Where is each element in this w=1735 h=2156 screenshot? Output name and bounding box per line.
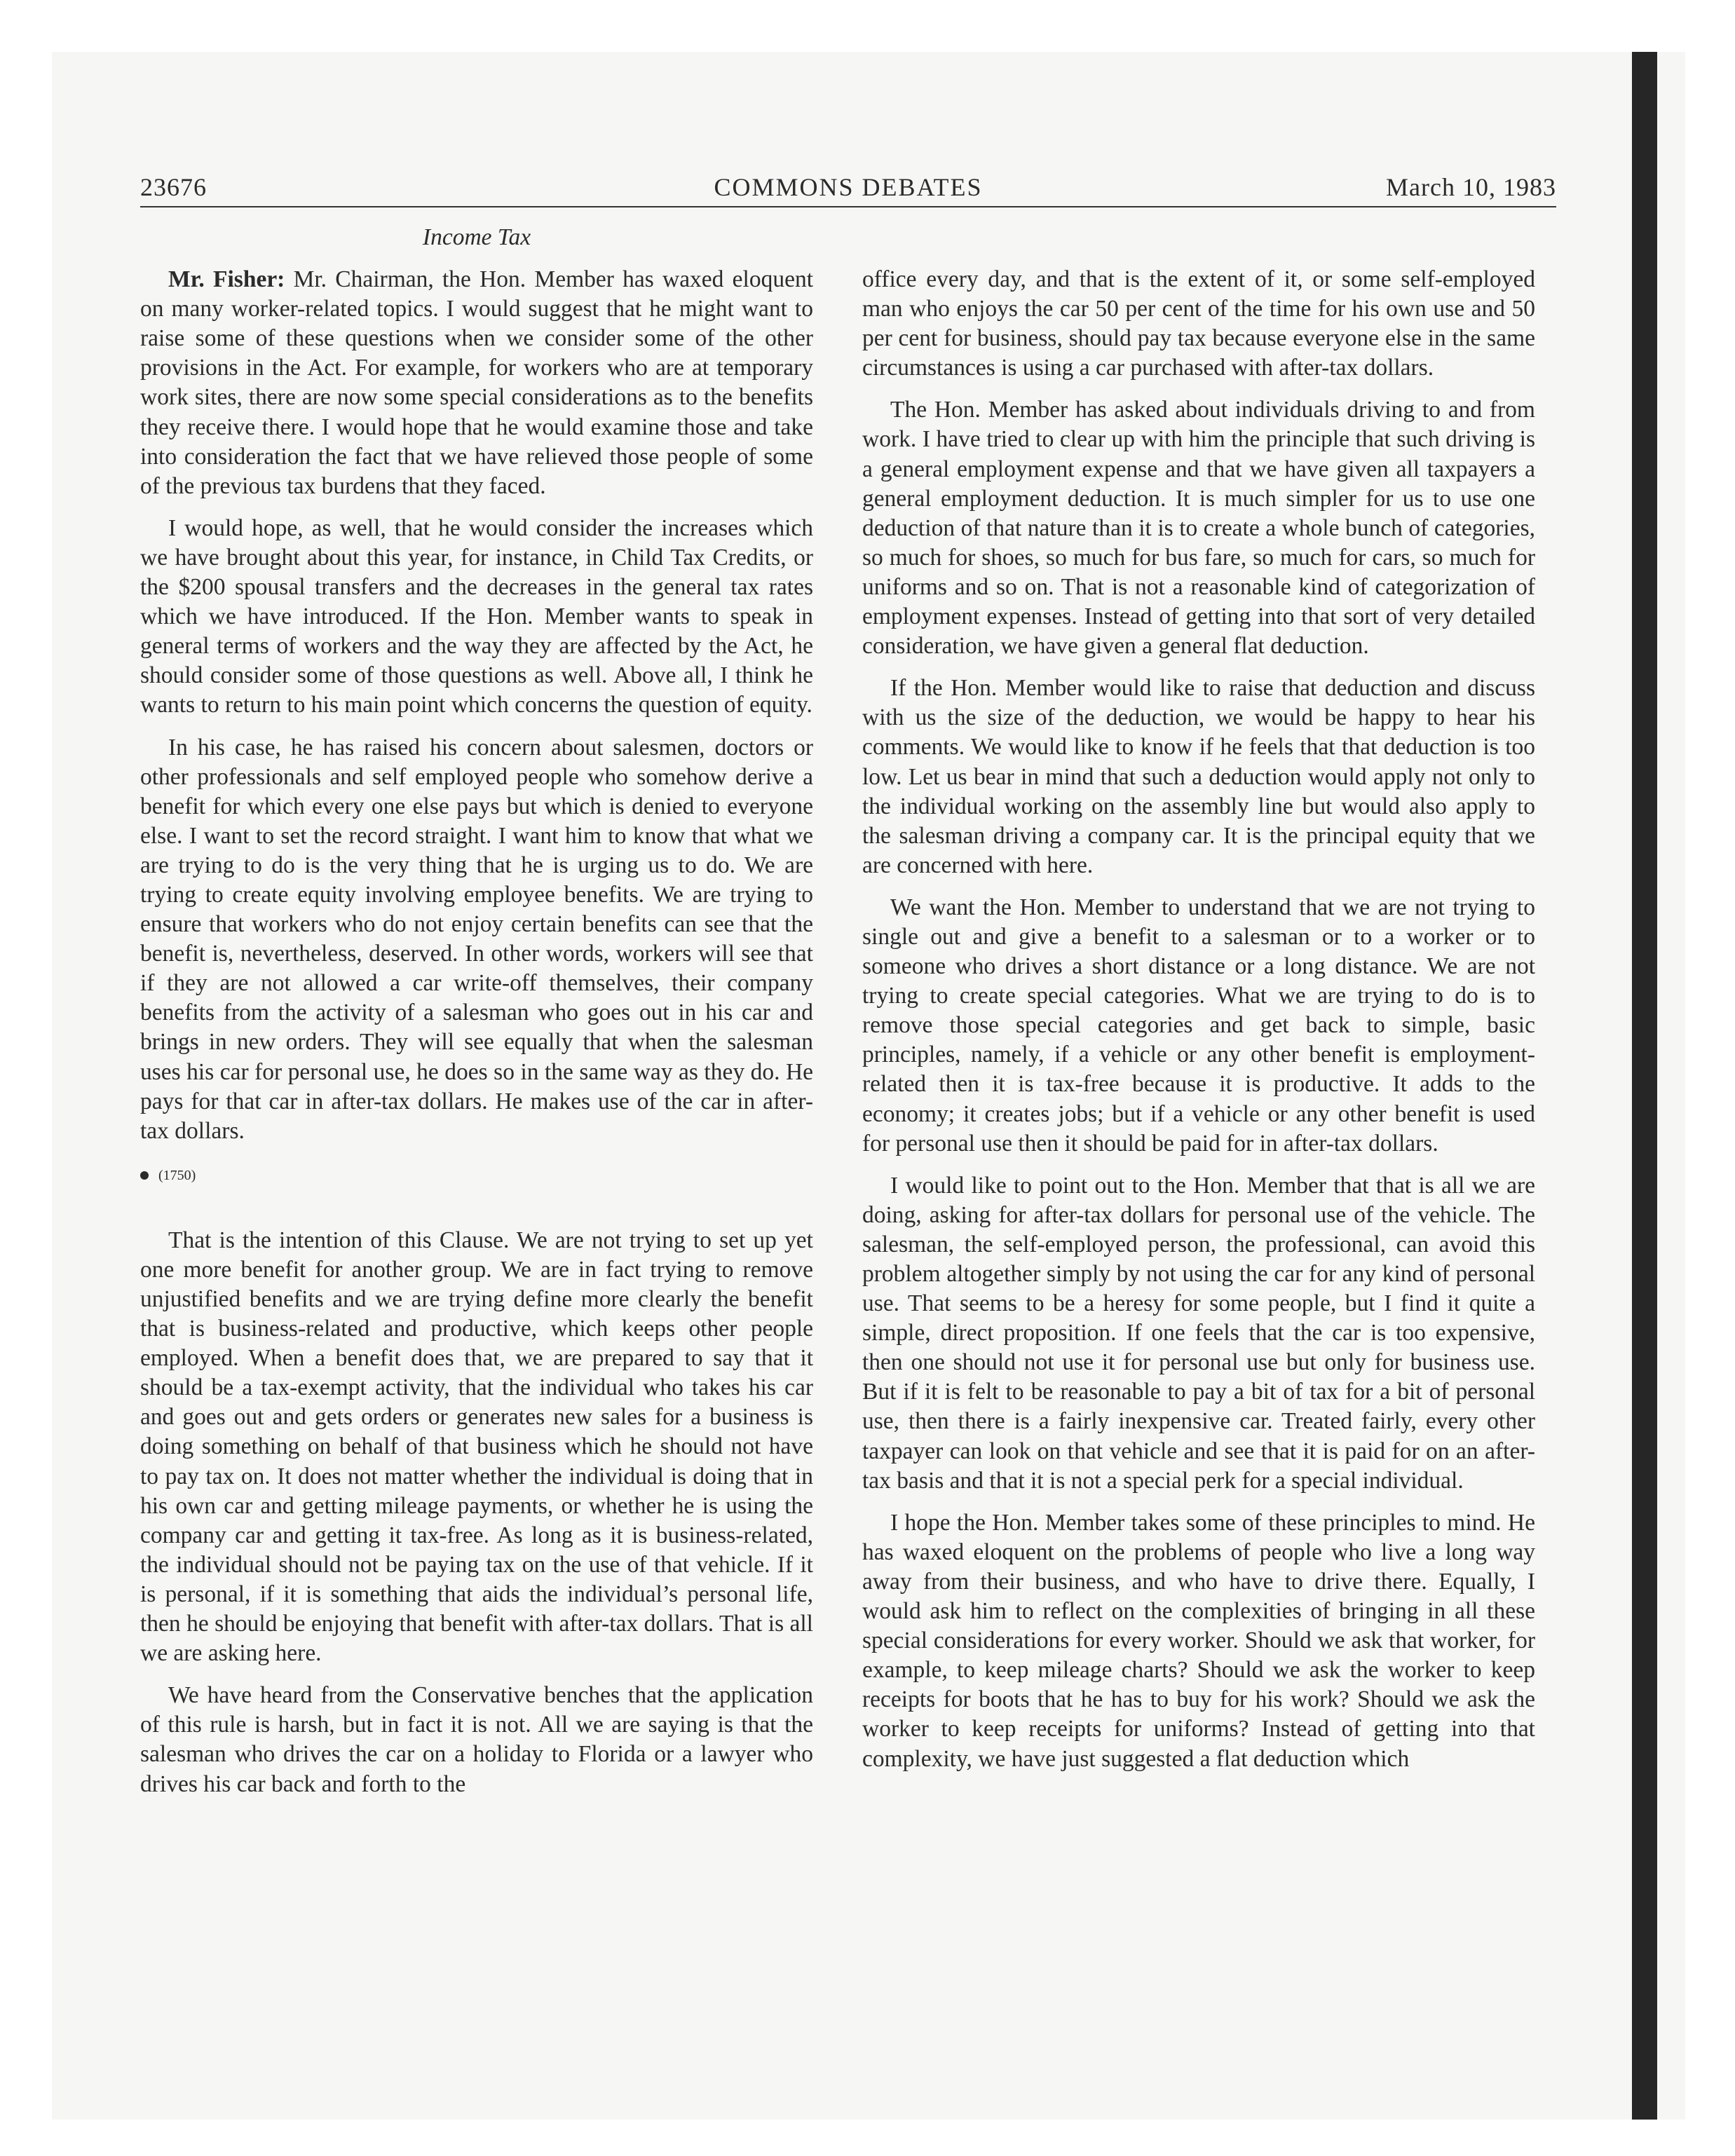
timestamp-marker: [140, 1167, 813, 1184]
paragraph-text: Mr. Chairman, the Hon. Member has waxed eloquent on many worker-related topics. I would suggest that he might want to raise some of these questions when we consider some of the other provisions in the Act. For example, for workers who are at temporary work sites, there are now some special considerations as to the benefits they receive there. I would hope that he would examine those and take into consideration the fact that we have relieved those people of some of the previous tax burdens that they faced.: [140, 266, 814, 499]
scan-edge-bar: [1632, 52, 1657, 2120]
page-date: March 10, 1983: [1386, 173, 1556, 201]
paragraph: office every day, and that is the extent of it, or some self-employed man who enjoys the car 50 per cent of the time for his own use and 50 per cent for business, should pay tax because everyone else in the same circumstances is using a car purchased with after-tax dollars.: [862, 266, 1535, 381]
page-header: [140, 168, 1556, 210]
paragraph: I hope the Hon. Member takes some of these principles to mind. He has waxed eloquent on the problems of people who live a long way away from their business, and who have to drive there. Equally, I would ask him to reflect on the complexities of bringing in all these special considerations for every worker. Should we ask that worker, for example, to keep mileage charts? Should we ask the worker to keep receipts for boots that he has to buy for his work? Should we ask the worker to keep receipts for uniforms? Instead of getting into that complexity, we have just suggested a flat deduction which: [862, 1509, 1535, 1772]
paragraph: In his case, he has raised his concern about salesmen, doctors or other professionals and self employed people who somehow derive a benefit for which every one else pays but which is denied to everyone else. I want to set the record straight. I want him to know that what we are trying to do is the very thing that he is urging us to do. We are trying to create equity involving employee benefits. We are trying to ensure that workers who do not enjoy certain benefits can see that the benefit is, nevertheless, deserved. In other words, workers will see that if they are not allowed a car write-off themselves, their company benefits from the activity of a salesman who goes out in his car and brings in new orders. They will see equally that when the salesman uses his car for personal use, he does so in the same way as they do. He pays for that car in after-tax dollars. He makes use of the car in after-tax dollars.: [140, 734, 813, 1144]
left-column: [140, 223, 813, 1812]
bullet-icon: [140, 1171, 149, 1180]
publication-title: COMMONS DEBATES: [714, 173, 983, 201]
paragraph: I would hope, as well, that he would consider the increases which we have brought about this year, for instance, in Child Tax Credits, or the $200 spousal transfers and the decreases in the general tax rates which we have introduced. If the Hon. Member wants to speak in general terms of workers and the way they are affected by the Act, he should consider some of those questions as well. Above all, I think he wants to return to his main point which concerns the question of equity.: [140, 514, 813, 718]
timestamp-text: (1750): [158, 1167, 196, 1183]
paragraph: If the Hon. Member would like to raise that deduction and discuss with us the size of the deduction, we would be happy to hear his comments. We would like to know if he feels that that deduction is too low. Let us bear in mind that such a deduction would apply not only to the individual working on the assembly line but would also apply to the salesman driving a company car. It is the principal equity that we are concerned with here.: [862, 675, 1535, 878]
paragraph: That is the intention of this Clause. We are not trying to set up yet one more benefit for another group. We are in fact trying to remove unjustified benefits and we are trying define more clearly the benefit that is business-related and productive, which keeps other people employed. When a benefit does that, we are prepared to say that it should be a tax-exempt activity, that the individual who takes his car and goes out and gets orders or generates new sales for a business is doing something on behalf of that business which he should not have to pay tax on. It does not matter whether the individual is doing that in his own car and getting mileage payments, or whether he is using the company car and getting it tax-free. As long as it is business-related, the individual should not be paying tax on the use of that vehicle. If it is personal, if it is something that aids the individual’s personal life, then he should be enjoying that benefit with after-tax dollars. That is all we are asking here.: [140, 1227, 813, 1667]
right-column: [862, 265, 1535, 1787]
speaker-name: Mr. Fisher:: [168, 266, 285, 293]
paragraph: The Hon. Member has asked about individuals driving to and from work. I have tried to clear up with him the principle that such driving is a general employment expense and that we have given all taxpayers a general employment deduction. It is much simpler for us to use one deduction of that nature than it is to create a whole bunch of categories, so much for shoes, so much for bus fare, so much for cars, so much for uniforms and so on. That is not a reasonable kind of categorization of employment expenses. Instead of getting into that sort of very detailed consideration, we have given a general flat deduction.: [862, 397, 1535, 660]
header-rule: [140, 206, 1556, 207]
paragraph: We have heard from the Conservative benches that the application of this rule is harsh, but in fact it is not. All we are saying is that the salesman who drives the car on a holiday to Florida or a lawyer who drives his car back and forth to the: [140, 1682, 813, 1797]
paragraph: [140, 265, 813, 501]
paragraph: We want the Hon. Member to understand that we are not trying to single out and give a benefit to a salesman or to a worker or to someone who drives a short distance or a long distance. We are not trying to create special categories. What we are trying to do is to remove those special categories and get back to simple, basic principles, namely, if a vehicle or any other benefit is employment-related then it is tax-free because it is productive. It adds to the economy; it creates jobs; but if a vehicle or any other benefit is used for personal use then it should be paid for in after-tax dollars.: [862, 894, 1535, 1157]
page-number: 23676: [140, 173, 207, 201]
section-title: Income Tax: [422, 224, 531, 250]
paragraph: I would like to point out to the Hon. Member that that is all we are doing, asking for after-tax dollars for personal use of the vehicle. The salesman, the self-employed person, the professional, can avoid this problem altogether simply by not using the car for any kind of personal use. That seems to be a heresy for some people, but I find it quite a simple, direct proposition. If one feels that the car is too expensive, then one should not use it for personal use but only for business use. But if it is felt to be reasonable to pay a bit of tax for a bit of personal use, then there is a fairly inexpensive car. Treated fairly, every other taxpayer can look on that vehicle and see that it is paid for on an after-tax basis and that it is not a special perk for a special individual.: [862, 1172, 1535, 1494]
